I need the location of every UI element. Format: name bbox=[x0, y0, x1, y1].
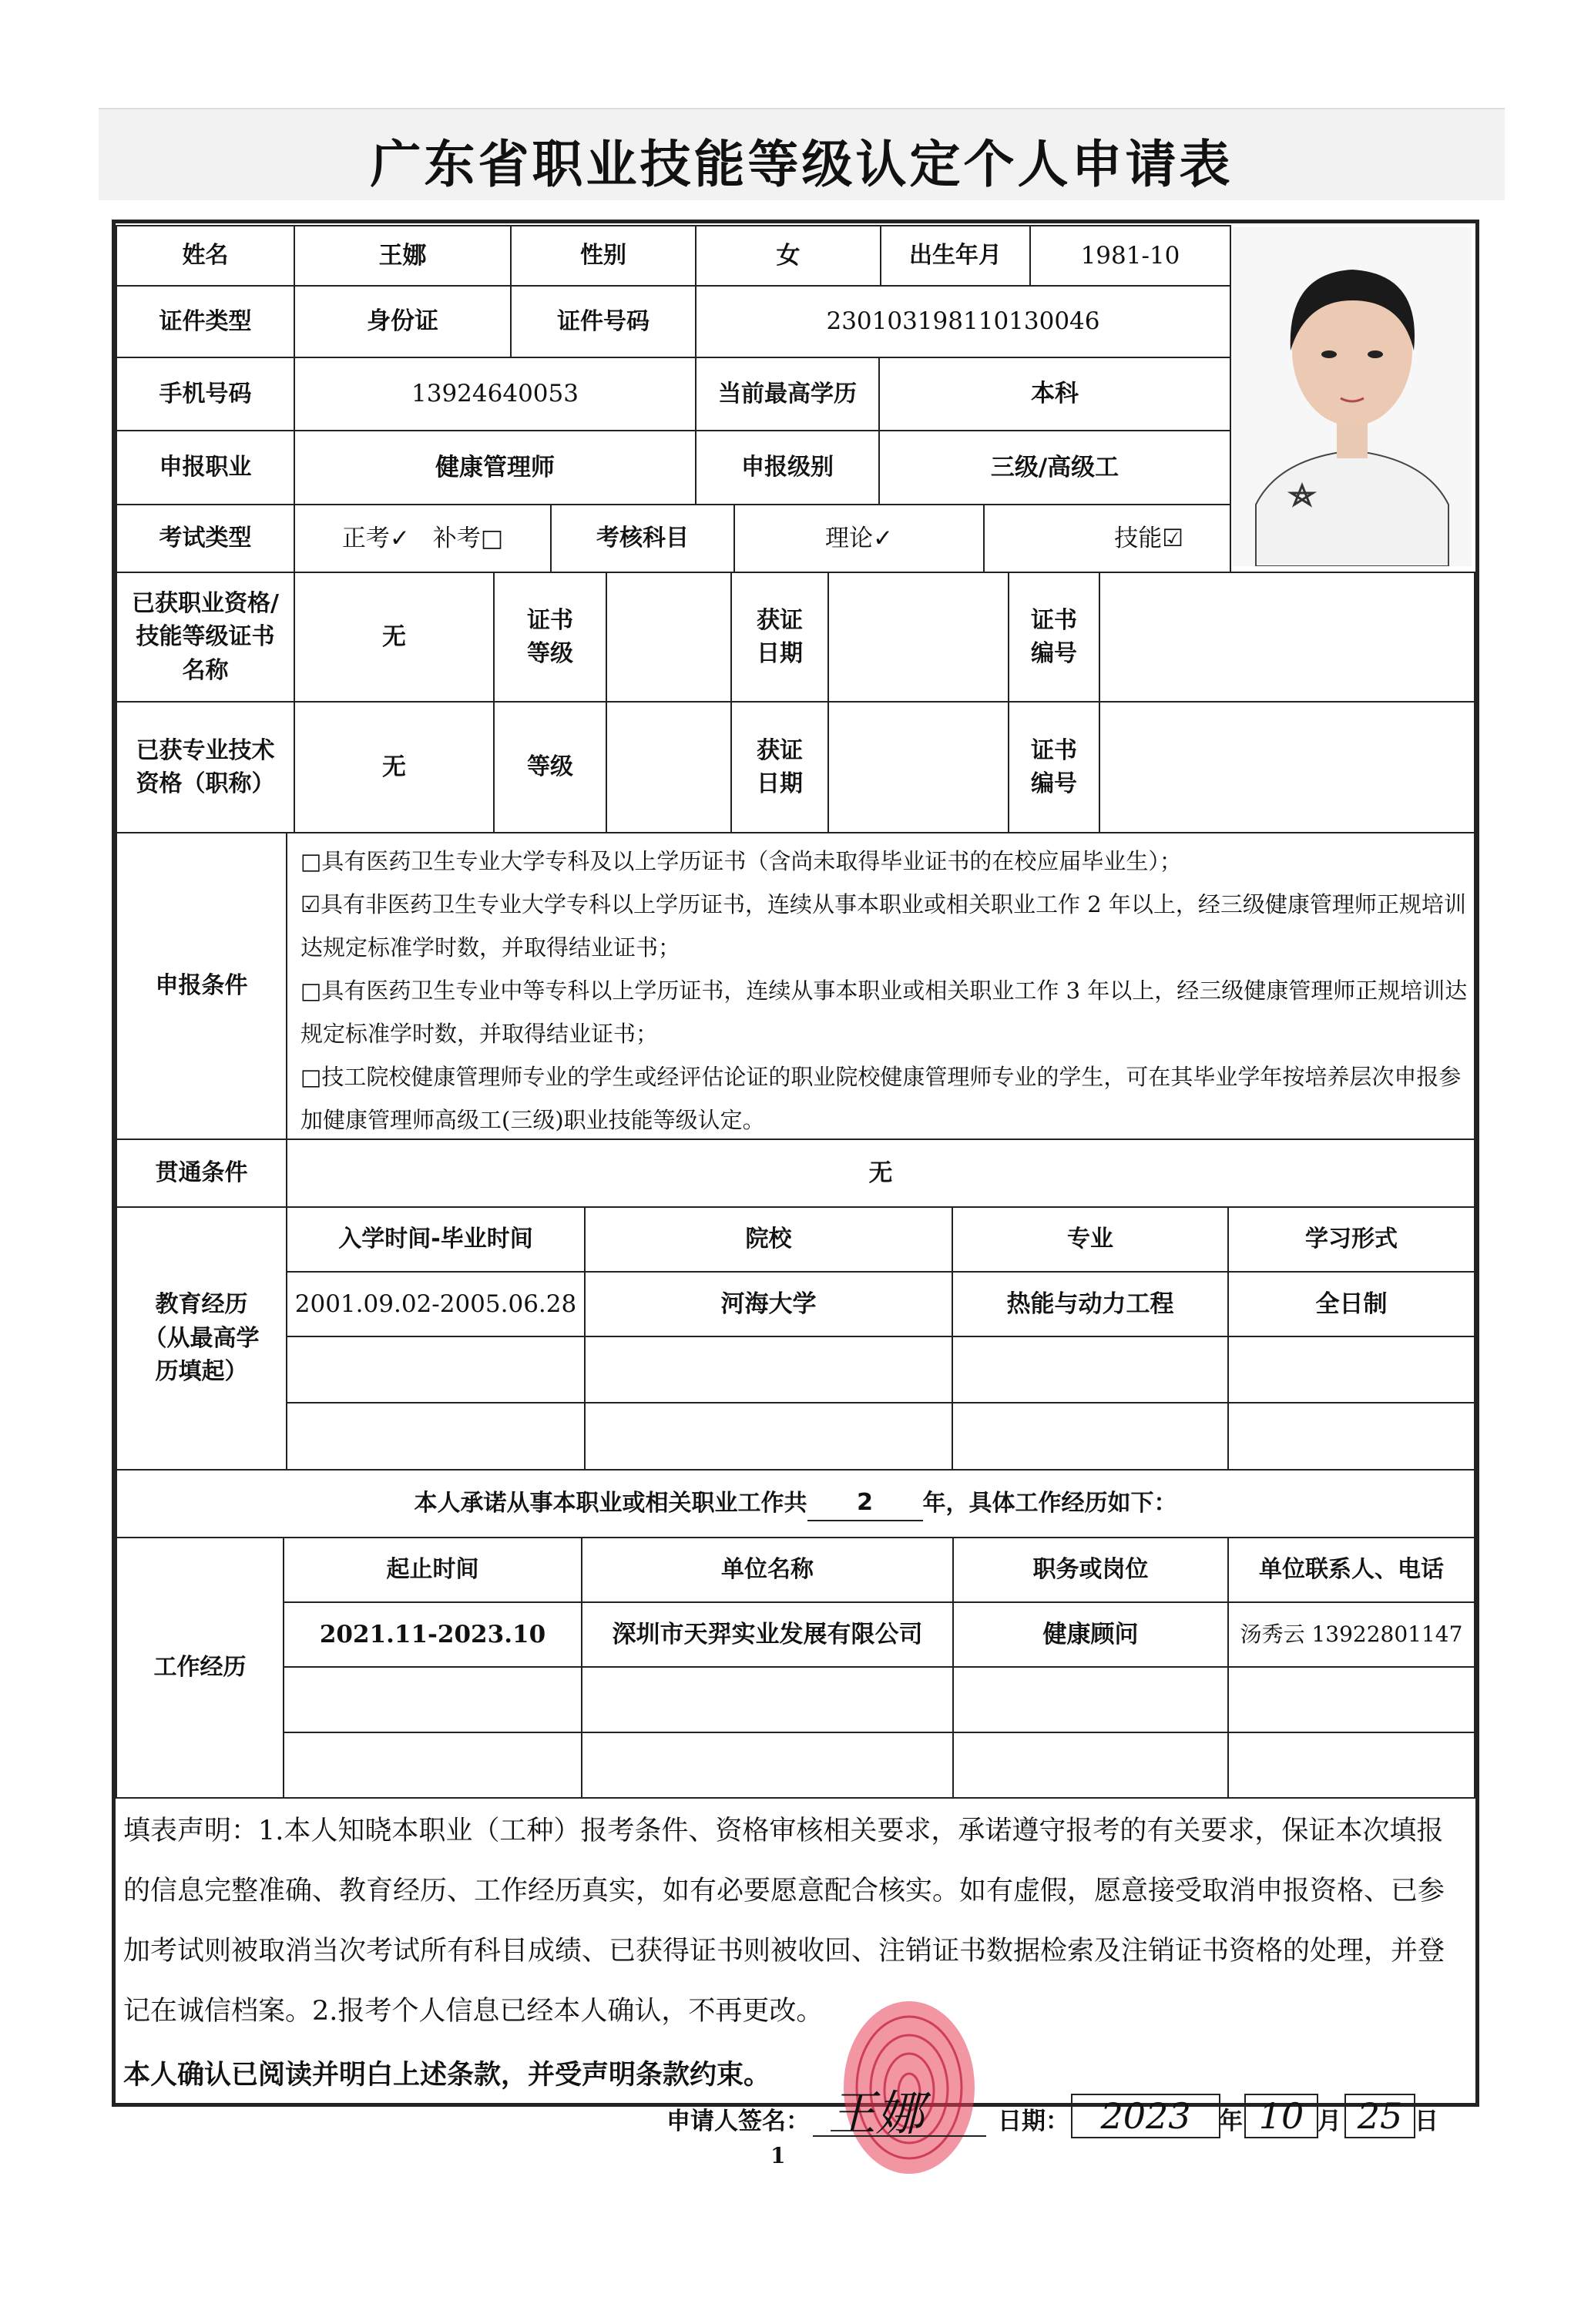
edu-header-time: 入学时间-毕业时间 bbox=[286, 1206, 586, 1273]
cert1-date-value bbox=[827, 572, 1009, 703]
birth-label: 出生年月 bbox=[880, 225, 1031, 287]
year-unit: 年 bbox=[1219, 2108, 1243, 2135]
exam-type-options bbox=[294, 504, 552, 573]
edu-empty-cell bbox=[1227, 1402, 1475, 1471]
day-unit: 日 bbox=[1415, 2108, 1438, 2135]
work-empty-cell bbox=[283, 1732, 582, 1799]
edu-header-mode: 学习形式 bbox=[1227, 1206, 1475, 1273]
edu-row-time: 2001.09.02-2005.06.28 bbox=[286, 1271, 586, 1337]
conditions-label: 申报条件 bbox=[116, 832, 287, 1140]
cert1-grade-value bbox=[606, 572, 732, 703]
cert2-label: 已获专业技术资格（职称） bbox=[116, 701, 295, 833]
work-label: 工作经历 bbox=[116, 1537, 284, 1799]
edu-label: 当前最高学历 bbox=[695, 357, 880, 431]
date-month: 10 bbox=[1244, 2094, 1318, 2138]
cert2-date-label: 获证日期 bbox=[730, 701, 829, 833]
exam-type-label: 考试类型 bbox=[116, 504, 295, 573]
zheng-label: 正考 bbox=[341, 524, 390, 552]
cert1-value: 无 bbox=[294, 572, 495, 703]
date-year: 2023 bbox=[1071, 2094, 1220, 2138]
work-header-post: 职务或岗位 bbox=[952, 1537, 1229, 1603]
work-empty-cell bbox=[1227, 1666, 1475, 1733]
work-row-contact: 汤秀云 13922801147 bbox=[1227, 1601, 1475, 1668]
conditions-list bbox=[300, 840, 1472, 1142]
subject-label: 考核科目 bbox=[550, 504, 735, 573]
through-label: 贯通条件 bbox=[116, 1139, 287, 1208]
phone-label: 手机号码 bbox=[116, 357, 295, 431]
job-value: 健康管理师 bbox=[294, 430, 697, 505]
cert2-no-label: 证书编号 bbox=[1008, 701, 1100, 833]
work-promise bbox=[116, 1469, 1475, 1538]
cert2-grade-value bbox=[606, 701, 732, 833]
condition-item-1: □具有医药卫生专业大学专科及以上学历证书（含尚未取得毕业证书的在校应届毕业生）； bbox=[300, 848, 1182, 874]
declaration-text: 填表声明：1.本人知晓本职业（工种）报考条件、资格审核相关要求，承诺遵守报考的有关要求，保证本次填报的信息完整准确、教育经历、工作经历真实，如有必要愿意配合核实。如有虚假，愿意接受取消申报资格、已参加考试则被取消当次考试所有科目成绩、已获得证书则被收回、注销证书数据检索及注销证书资格的处理，并登记在诚信档案。2.报考个人信息已经本人确认，不再更改。 bbox=[123, 1816, 1445, 2027]
bu-label: 补考 bbox=[432, 524, 481, 552]
month-unit: 月 bbox=[1318, 2108, 1341, 2135]
edu-empty-cell bbox=[286, 1336, 586, 1403]
theory-label: 理论 bbox=[825, 524, 873, 552]
phone-value: 13924640053 bbox=[294, 357, 697, 431]
work-empty-cell bbox=[1227, 1732, 1475, 1799]
id-no-value: 230103198110130046 bbox=[695, 285, 1231, 358]
birth-value: 1981-10 bbox=[1029, 225, 1231, 287]
edu-empty-cell bbox=[952, 1336, 1229, 1403]
edu-header-major: 专业 bbox=[952, 1206, 1229, 1273]
edu-empty-cell bbox=[584, 1336, 953, 1403]
zheng-checkbox[interactable]: ✓ bbox=[389, 524, 410, 552]
theory-option bbox=[733, 504, 985, 573]
declaration-confirm: 本人确认已阅读并明白上述条款，并受声明条款约束。 bbox=[123, 2060, 771, 2091]
education-label: 教育经历（从最高学历填起） bbox=[116, 1206, 287, 1471]
cert2-grade-label: 等级 bbox=[493, 701, 607, 833]
level-label: 申报级别 bbox=[695, 430, 880, 505]
condition-item-3: □具有医药卫生专业中等专科以上学历证书，连续从事本职业或相关职业工作 3 年以上，经三级健康管理师正规培训达规定标准学时数，并取得结业证书； bbox=[300, 978, 1468, 1047]
cert1-grade-label: 证书等级 bbox=[493, 572, 607, 703]
cert2-no-value bbox=[1099, 701, 1475, 833]
work-header-contact: 单位联系人、电话 bbox=[1227, 1537, 1475, 1603]
work-promise-suffix: 年，具体工作经历如下： bbox=[922, 1490, 1177, 1517]
date-label: 日期： bbox=[998, 2108, 1069, 2135]
work-empty-cell bbox=[952, 1666, 1229, 1733]
edu-empty-cell bbox=[584, 1402, 953, 1471]
cert1-date-label: 获证日期 bbox=[730, 572, 829, 703]
date-day: 25 bbox=[1344, 2094, 1415, 2138]
work-empty-cell bbox=[283, 1666, 582, 1733]
cert1-label: 已获职业资格/技能等级证书名称 bbox=[116, 572, 295, 703]
applicant-photo bbox=[1233, 227, 1472, 566]
skill-label: 技能 bbox=[1114, 524, 1163, 552]
condition-item-4: □技工院校健康管理师专业的学生或经评估论证的职业院校健康管理师专业的学生，可在其毕业学年按培养层次申报参加健康管理师高级工(三级)职业技能等级认定。 bbox=[300, 1064, 1462, 1133]
edu-empty-cell bbox=[952, 1402, 1229, 1471]
edu-row-mode: 全日制 bbox=[1227, 1271, 1475, 1337]
applicant-signature: 王娜 bbox=[828, 2085, 925, 2141]
work-empty-cell bbox=[581, 1666, 954, 1733]
job-label: 申报职业 bbox=[116, 430, 295, 505]
signature-underline bbox=[813, 2135, 986, 2137]
work-header-time: 起止时间 bbox=[283, 1537, 582, 1603]
name-label: 姓名 bbox=[116, 225, 295, 287]
gender-label: 性别 bbox=[510, 225, 697, 287]
cert1-no-value bbox=[1099, 572, 1475, 703]
work-empty-cell bbox=[952, 1732, 1229, 1799]
edu-header-school: 院校 bbox=[584, 1206, 953, 1273]
page-title: 广东省职业技能等级认定个人申请表 bbox=[370, 135, 1234, 194]
gender-value: 女 bbox=[695, 225, 881, 287]
id-type-value: 身份证 bbox=[294, 285, 512, 358]
cert1-no-label: 证书编号 bbox=[1008, 572, 1100, 703]
page-number: 1 bbox=[770, 2143, 786, 2168]
title-band bbox=[99, 108, 1505, 200]
condition-item-2: ☑具有非医药卫生专业大学专科以上学历证书，连续从事本职业或相关职业工作 2 年以上，经三级健康管理师正规培训达规定标准学时数，并取得结业证书； bbox=[300, 891, 1466, 961]
edu-row-major: 热能与动力工程 bbox=[952, 1271, 1229, 1337]
work-years: 2 bbox=[807, 1486, 923, 1521]
work-row-company: 深圳市天羿实业发展有限公司 bbox=[581, 1601, 954, 1668]
work-empty-cell bbox=[581, 1732, 954, 1799]
id-no-label: 证件号码 bbox=[510, 285, 697, 358]
name-value: 王娜 bbox=[294, 225, 512, 287]
cert2-date-value bbox=[827, 701, 1009, 833]
bu-checkbox[interactable]: □ bbox=[480, 524, 504, 552]
skill-option bbox=[983, 504, 1231, 573]
edu-empty-cell bbox=[286, 1402, 586, 1471]
id-type-label: 证件类型 bbox=[116, 285, 295, 358]
cert2-value: 无 bbox=[294, 701, 495, 833]
theory-checkbox[interactable]: ✓ bbox=[873, 524, 893, 552]
work-row-post: 健康顾问 bbox=[952, 1601, 1229, 1668]
edu-row-school: 河海大学 bbox=[584, 1271, 953, 1337]
edu-value: 本科 bbox=[878, 357, 1231, 431]
work-promise-prefix: 本人承诺从事本职业或相关职业工作共 bbox=[414, 1490, 807, 1517]
level-value: 三级/高级工 bbox=[878, 430, 1231, 505]
work-row-time: 2021.11-2023.10 bbox=[283, 1601, 582, 1668]
sign-label: 申请人签名： bbox=[666, 2108, 810, 2135]
work-header-company: 单位名称 bbox=[581, 1537, 954, 1603]
skill-checkbox[interactable]: ☑ bbox=[1162, 524, 1183, 552]
edu-empty-cell bbox=[1227, 1336, 1475, 1403]
through-value: 无 bbox=[286, 1139, 1475, 1208]
